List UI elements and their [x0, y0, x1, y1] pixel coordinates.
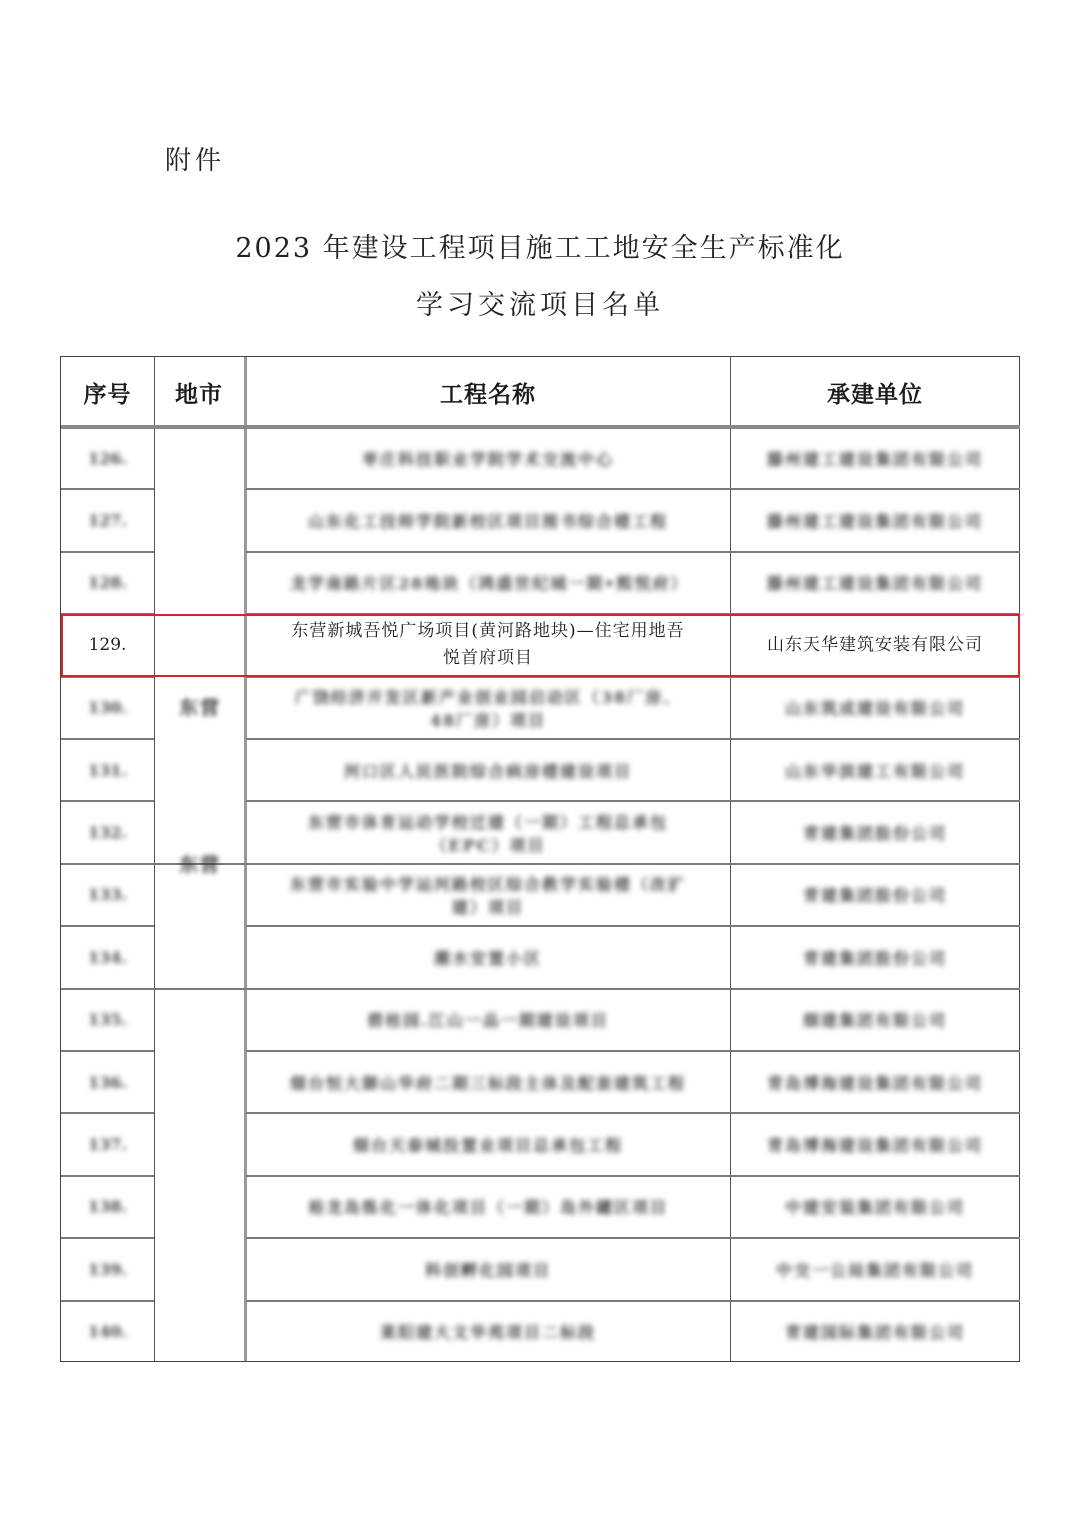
- row-number: 140.: [88, 1322, 127, 1342]
- company-name: 青建集团股份公司: [802, 948, 947, 968]
- company-name: 山东华滨建工有限公司: [784, 761, 965, 781]
- document-title-line-2: 学习交流项目名单: [416, 290, 664, 321]
- row-number: 135.: [88, 1010, 127, 1030]
- company-name: 中交一公局集团有限公司: [775, 1260, 974, 1280]
- document-title-line-1: 2023 年建设工程项目施工工地安全生产标准化: [235, 233, 845, 264]
- row-number: 136.: [88, 1072, 127, 1092]
- company-name: 中建安装集团有限公司: [784, 1198, 965, 1218]
- row-number: 134.: [88, 947, 127, 967]
- project-name: 烟台天泰城投置业项目总承包工程: [352, 1136, 623, 1156]
- row-number: 128.: [88, 573, 127, 593]
- project-name: 烟台恒大御山华府二期三标段主体及配套建筑工程: [290, 1073, 687, 1093]
- project-name: 科创孵化园项目: [424, 1260, 551, 1280]
- project-name: 东营新城吾悦广场项目(黄河路地块)—住宅用地吾悦首府项目: [291, 621, 685, 669]
- project-name: 东营市体育运动学校迁建（一期）工程总承包（EPC）项目: [307, 812, 668, 855]
- project-name: 龙学南路片区28地块（鸿盛世纪城一期•熙悦府）: [290, 574, 689, 594]
- city-label: 东营: [178, 697, 221, 720]
- row-number: 129.: [88, 634, 127, 655]
- header-project-name: 工程名称: [440, 381, 536, 408]
- company-name: 青建集团股份公司: [802, 824, 947, 844]
- company-name: 青岛博海建设集团有限公司: [766, 1073, 983, 1093]
- company-name: 滕州建工建设集团有限公司: [766, 574, 983, 594]
- highlight-box: [61, 614, 1020, 677]
- company-name: 青建集团股份公司: [802, 886, 947, 906]
- row-number: 133.: [88, 885, 127, 905]
- row-number: 126.: [88, 448, 127, 468]
- company-name: 山东筑成建设有限公司: [784, 699, 965, 719]
- project-name: 枣庄科技职业学院学术交流中心: [361, 449, 614, 469]
- row-number: 139.: [88, 1259, 127, 1279]
- row-number: 131.: [88, 760, 127, 780]
- project-name: 潮水安置小区: [433, 948, 542, 968]
- city-label: 东营: [178, 853, 221, 876]
- company-name: 滕州建工建设集团有限公司: [766, 449, 983, 469]
- project-name: 山东化工技师学院新校区项目图书综合楼工程: [307, 512, 668, 532]
- row-number: 130.: [88, 698, 127, 718]
- project-name: 河口区人民医院综合病房楼建设项目: [343, 761, 632, 781]
- project-name: 广饶经济开发区新产业创业园启动区（38厂房、48厂房）项目: [294, 687, 682, 730]
- company-name: 滕州建工建设集团有限公司: [766, 512, 983, 532]
- row-number: 132.: [88, 823, 127, 843]
- company-name: 青岛博海建设集团有限公司: [766, 1136, 983, 1156]
- row-number: 127.: [88, 511, 127, 531]
- project-table: [60, 356, 1020, 1362]
- header-no: 序号: [83, 381, 132, 408]
- row-divider: [154, 988, 246, 990]
- company-name: 山东天华建筑安装有限公司: [767, 634, 983, 655]
- row-number: 137.: [88, 1135, 127, 1155]
- header-city: 地市: [175, 381, 223, 408]
- project-name: 东营市实验中学运河路校区综合教学实验楼（改扩建）项目: [290, 874, 687, 917]
- annex-label: 附件: [165, 146, 226, 176]
- project-name: 碧桂园.江山一品一期建设项目: [367, 1011, 609, 1031]
- project-name: 裕龙岛炼化一体化项目（一期）岛外罐区项目: [307, 1198, 668, 1218]
- company-name: 烟建集团有限公司: [802, 1011, 947, 1031]
- company-name: 青建国际集团有限公司: [784, 1323, 965, 1343]
- project-name: 莱阳建大文华苑项目二标段: [379, 1323, 596, 1343]
- row-divider: [154, 425, 246, 429]
- header-company: 承建单位: [827, 381, 923, 408]
- row-number: 138.: [88, 1197, 127, 1217]
